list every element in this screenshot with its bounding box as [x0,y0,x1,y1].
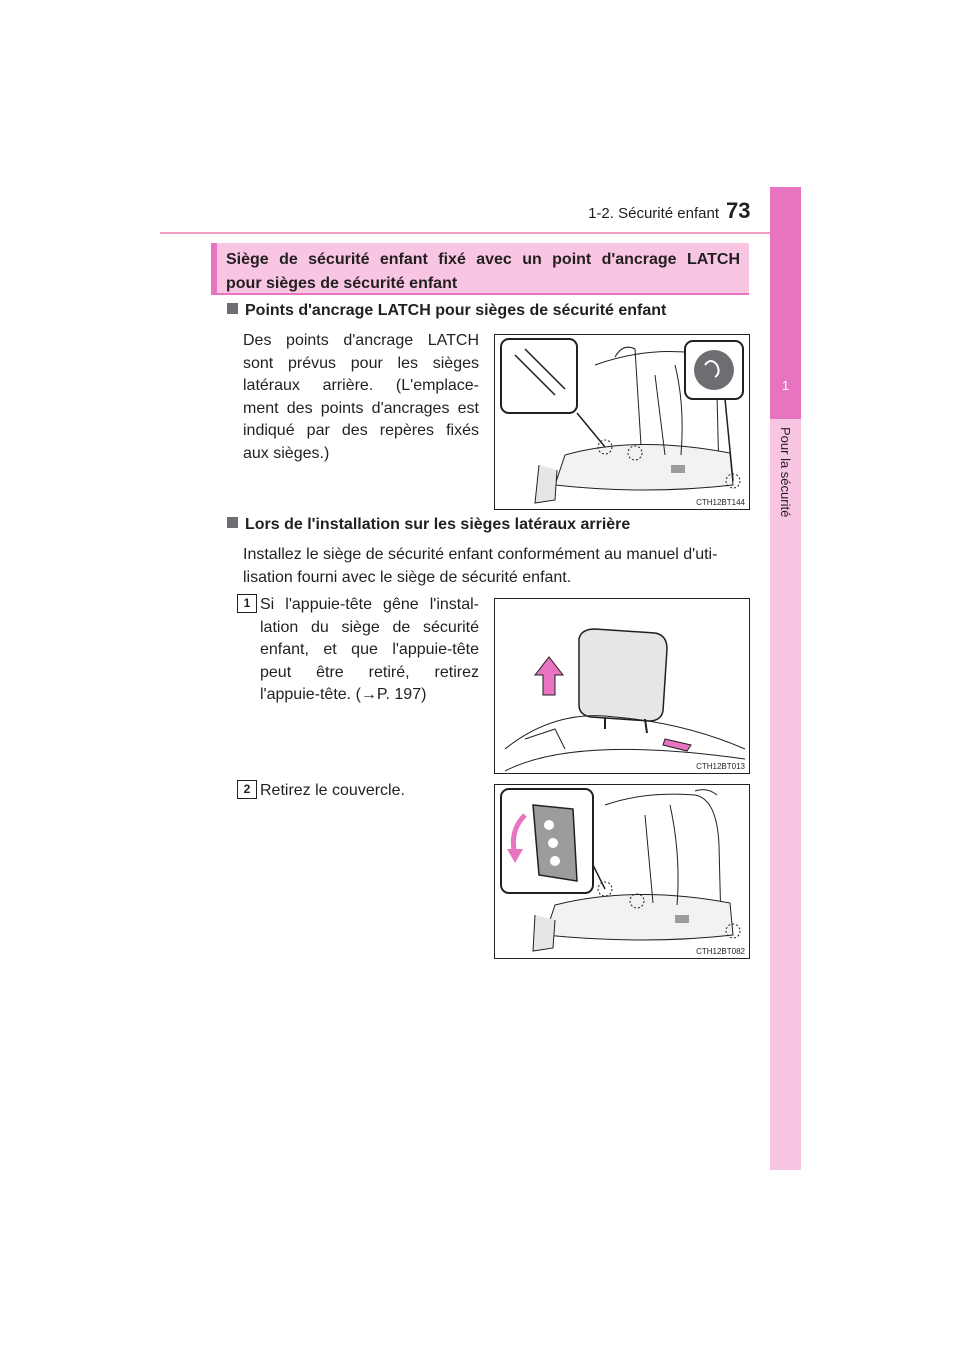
installation-intro [243,543,717,589]
text-line: lisation fourni avec le siège de sécurité enfant. [243,569,572,586]
latch-description [243,330,479,465]
seat-cushion [545,894,733,940]
subsection-heading-text: Points d'ancrage LATCH pour sièges de sécurité enfant [245,302,667,319]
section-title-line-2: pour sièges de sécurité enfant [226,275,458,292]
seat-cushion [555,444,733,490]
up-arrow-icon [535,657,563,695]
section-title-line-1: Siège de sécurité enfant fixé avec un point d'ancrage LATCH [226,251,740,268]
text-line: l'appuie-tête. (→P. 197) [260,686,427,703]
step-number-badge: 1 [237,594,257,613]
step-1-text [260,594,479,707]
text-line: indiqué par des repères fixés [243,422,479,439]
seatback-outline [615,347,641,445]
text-line: ment des points d'ancrages est [243,399,479,417]
text-line: peut être retiré, retirez [260,663,479,681]
text-line: aux sièges.) [243,444,330,462]
chapter-number: 1 [781,378,790,393]
header-section-title: 1-2. Sécurité enfant [588,205,719,222]
text-line: Des points d'ancrage LATCH [243,332,479,349]
page-number: 73 [726,198,751,223]
subsection-heading-latch [227,302,666,320]
figure-code: CTH12BT013 [696,762,745,771]
rear-seat-illustration [495,335,749,509]
text-line: Si l'appuie-tête gêne l'instal- [260,596,479,613]
text-line: latéraux arrière. (L'emplace- [243,377,479,394]
square-bullet-icon [227,303,238,314]
figure-code: CTH12BT082 [696,947,745,956]
step-number-badge: 2 [237,780,257,799]
chapter-label: Pour la sécurité [778,427,793,518]
latch-marker-icon [694,350,734,390]
headrest-illustration [495,599,749,773]
figure-code: CTH12BT144 [696,498,745,507]
figure-headrest-removal [494,598,750,774]
text-line: enfant, et que l'appuie-tête [260,641,479,658]
subsection-heading-text: Lors de l'installation sur les sièges latéraux arrière [245,516,631,533]
subsection-heading-installation [227,516,630,534]
text-line: Installez le siège de sécurité enfant conformément au manuel d'uti- [243,546,718,563]
text-line: lation du siège de sécurité [260,618,479,636]
inset-anchor-detail [501,339,577,413]
figure-latch-anchors [494,334,750,510]
text-line: sont prévus pour les sièges [243,354,479,372]
header-divider [160,232,770,234]
cover-removal-illustration [495,785,749,958]
step-2-text: Retirez le couvercle. [260,782,405,799]
headrest-shape [579,629,667,721]
square-bullet-icon [227,517,238,528]
figure-cover-removal [494,784,750,959]
